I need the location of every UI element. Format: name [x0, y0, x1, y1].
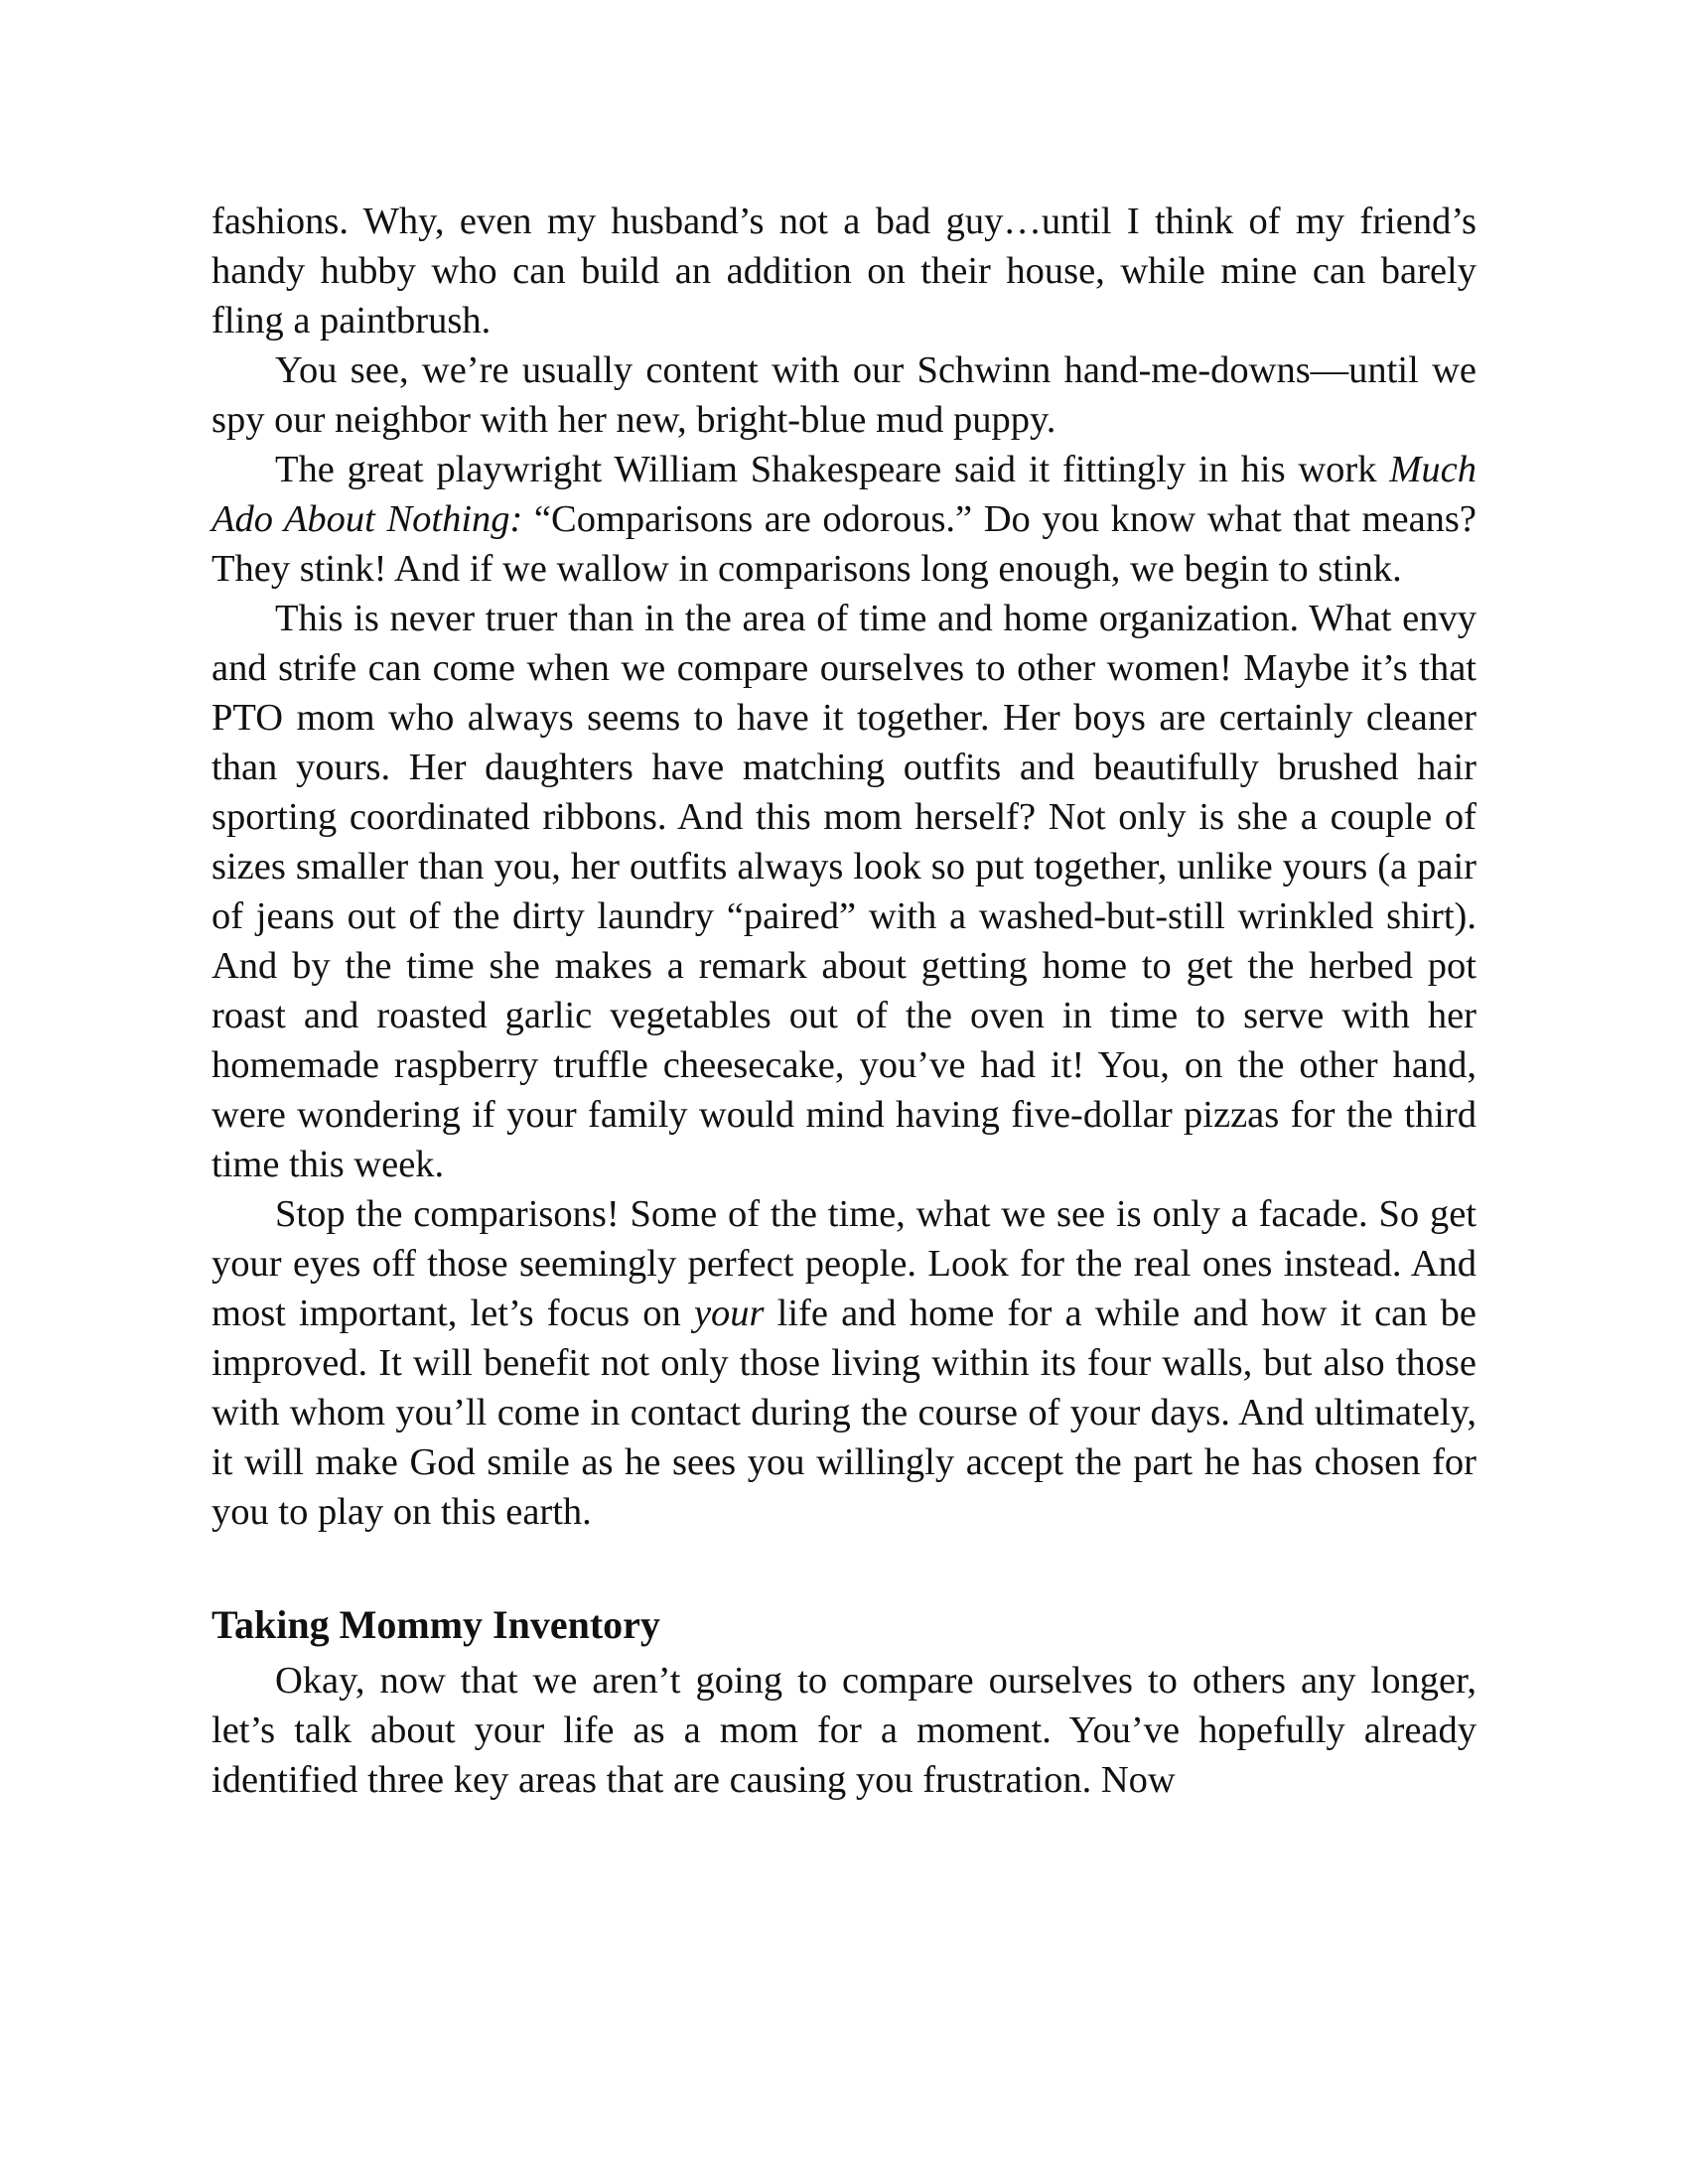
paragraph-shakespeare	[211, 445, 1477, 594]
paragraph-text: life and home for a while and how it can be improved. It will benefit not only those living within its four walls, but also those with whom you’ll come in contact during the course of your days. And ultimately, it will make God smile as he sees you willingly accept the part he has chosen for you to play on this earth.	[211, 1293, 1477, 1533]
paragraph-stop-comparisons	[211, 1189, 1477, 1537]
paragraph-pto-mom: This is never truer than in the area of time and home organization. What envy and strife can come when we compare ourselves to other women! Maybe it’s that PTO mom who always seems to have it together. Her boys are certainly cleaner than yours. Her daughters have matching outfits and beautifully brushed hair sporting coordinated ribbons. And this mom herself? Not only is she a couple of sizes smaller than you, her outfits always look so put together, unlike yours (a pair of jeans out of the dirty laundry “paired” with a washed-but-still wrinkled shirt). And by the time she makes a remark about getting home to get the herbed pot roast and roasted garlic vegetables out of the oven in time to serve with her homemade raspberry truffle cheesecake, you’ve had it! You, on the other hand, were wondering if your family would mind having five-dollar pizzas for the third time this week.	[211, 598, 1477, 1185]
book-page	[211, 197, 1477, 1805]
paragraph-text: “Comparisons are odorous.” Do you know what that means? They stink! And if we wallow in comparisons long enough, we begin to stink.	[211, 498, 1477, 590]
paragraph-inventory: Okay, now that we aren’t going to compare ourselves to others any longer, let’s talk about your life as a mom for a moment. You’ve hopefully already identified three key areas that are causing you frustration. Now	[211, 1660, 1477, 1801]
paragraph-schwinn: You see, we’re usually content with our Schwinn hand-me-downs—until we spy our neighbor with her new, bright-blue mud puppy.	[211, 349, 1477, 441]
paragraph-text: Stop the comparisons! Some of the time, what we see is only a facade. So get your eyes off those seemingly perfect people. Look for the real ones instead. And most important, let’s focus on	[211, 1193, 1477, 1334]
book-title: Much Ado About Nothing:	[211, 449, 1477, 540]
paragraph-text: The great playwright William Shakespeare said it fittingly in his work	[275, 449, 1390, 490]
emphasis-word: your	[693, 1293, 765, 1334]
section-heading: Taking Mommy Inventory	[211, 1602, 660, 1647]
paragraph-continued: fashions. Why, even my husband’s not a bad guy…until I think of my friend’s handy hubby who can build an addition on their house, while mine can barely fling a paintbrush.	[211, 201, 1477, 341]
